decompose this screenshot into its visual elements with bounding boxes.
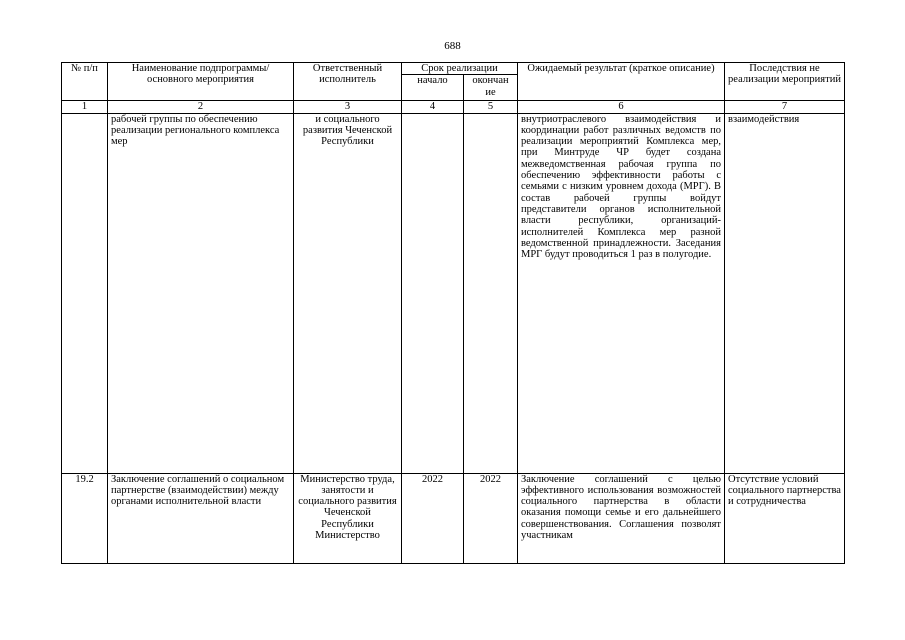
row-executor: и социального развития Чеченской Республики — [294, 113, 402, 473]
row-start — [402, 113, 464, 473]
row-consequences: Отсутствие условий социального партнерства и сотрудничества — [725, 473, 845, 563]
header-start: начало — [402, 75, 464, 101]
header-name: Наименование подпрограммы/ основного мероприятия — [108, 63, 294, 101]
column-number: 6 — [518, 101, 725, 113]
row-consequences: взаимодействия — [725, 113, 845, 473]
row-end: 2022 — [464, 473, 518, 563]
row-name: Заключение соглашений о социальном партнерстве (взаимодействии) между органами исполнительной власти — [108, 473, 294, 563]
header-result: Ожидаемый результат (краткое описание) — [518, 63, 725, 101]
row-num: 19.2 — [62, 473, 108, 563]
row-executor: Министерство труда, занятости и социального развития Чеченской Республики Министерство — [294, 473, 402, 563]
column-number: 4 — [402, 101, 464, 113]
header-num: № п/п — [62, 63, 108, 101]
column-number: 5 — [464, 101, 518, 113]
column-number: 3 — [294, 101, 402, 113]
row-result: внутриотраслевого взаимодействия и координации работ различных ведомств по реализации мероприятий Комплекса мер, при Минтруде ЧР будет создана межведомственная рабочая группа по обеспечению эффективности работы с семьями с низким уровнем дохода (МРГ). В состав рабочей группы войдут представители органов исполнительной власти республики, организаций-исполнителей Комплекса мер разной ведомственной принадлежности. Заседания МРГ будут проводиться 1 раз в полугодие. — [518, 113, 725, 473]
activities-table — [61, 62, 845, 564]
row-num — [62, 113, 108, 473]
column-number: 7 — [725, 101, 845, 113]
row-start: 2022 — [402, 473, 464, 563]
row-name: рабочей группы по обеспечению реализации регионального комплекса мер — [108, 113, 294, 473]
page-number: 688 — [444, 40, 461, 52]
header-end: окончан ие — [464, 75, 518, 101]
row-result: Заключение соглашений с целью эффективного использования возможностей социального партнерства в области оказания помощи семье и его дальнейшего совершенствования. Соглашения позволят участникам — [518, 473, 725, 563]
column-number: 2 — [108, 101, 294, 113]
table-row — [62, 473, 845, 563]
column-number: 1 — [62, 101, 108, 113]
header-period: Срок реализации — [402, 63, 518, 75]
table-row — [62, 113, 845, 473]
header-executor: Ответственный исполнитель — [294, 63, 402, 101]
row-end — [464, 113, 518, 473]
header-consequences: Последствия не реализации мероприятий — [725, 63, 845, 101]
